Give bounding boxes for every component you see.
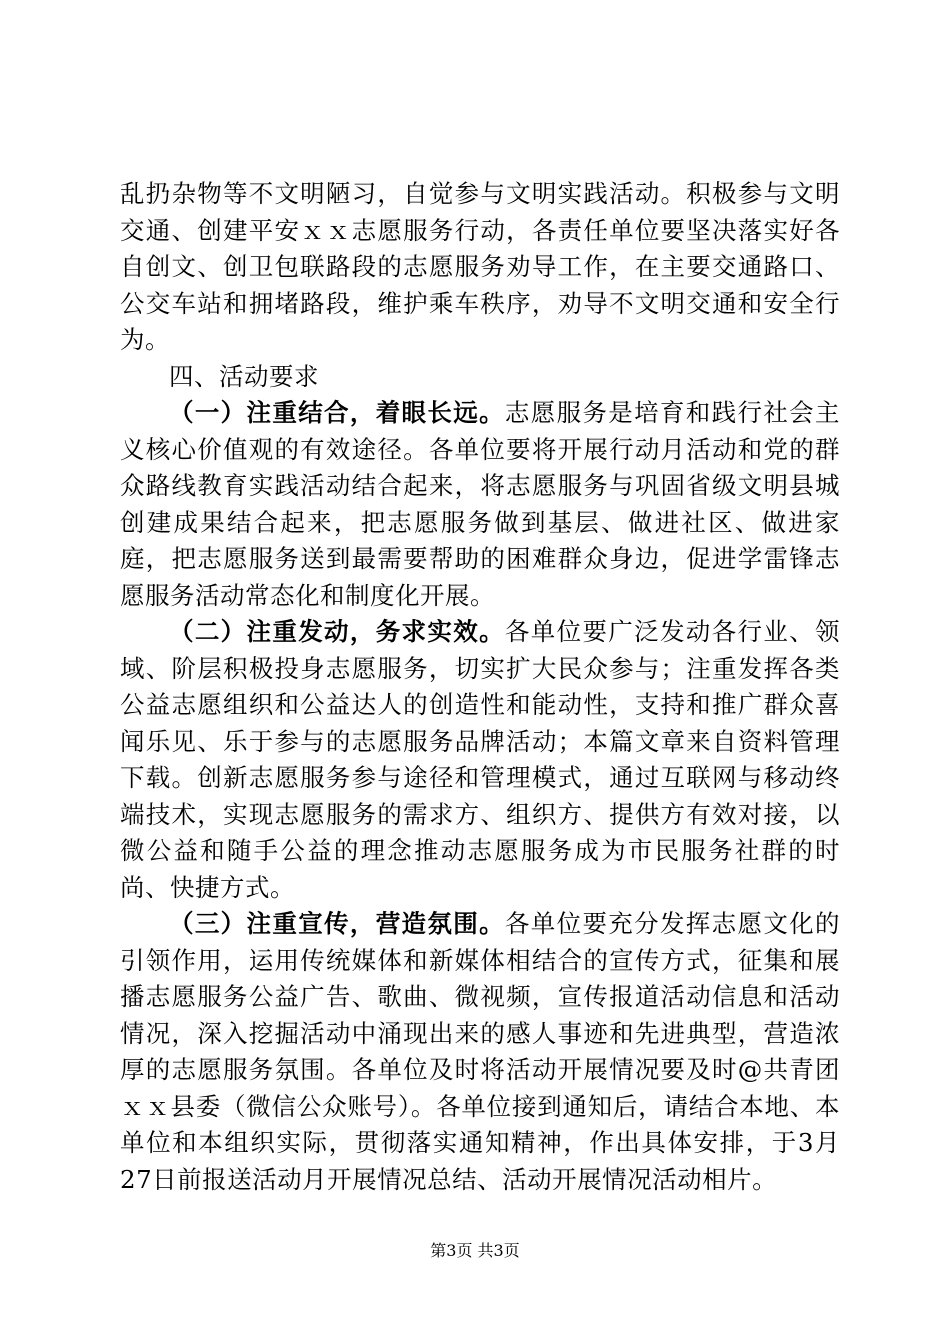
paragraph-text: 乱扔杂物等不文明陋习，自觉参与文明实践活动。积极参与文明交通、创建平安ｘｘ志愿服务行动，各责任单位要坚决落实好各自创文、创卫包联路段的志愿服务劝导工作，在主要交通路口、公交车站和拥堵路段，维护乘车秩序，劝导不文明交通和安全行为。 <box>120 179 840 354</box>
paragraph-item-2 <box>120 614 840 906</box>
document-body <box>120 176 840 1198</box>
item-heading: （三）注重宣传，营造氛围。 <box>169 909 505 938</box>
section-heading <box>120 359 840 396</box>
paragraph-text: 志愿服务是培育和践行社会主义核心价值观的有效途径。各单位要将开展行动月活动和党的群众路线教育实践活动结合起来，将志愿服务与巩固省级文明县城创建成果结合起来，把志愿服务做到基层、做进社区、做进家庭，把志愿服务送到最需要帮助的困难群众身边，促进学雷锋志愿服务活动常态化和制度化开展。 <box>120 398 841 610</box>
item-heading: （一）注重结合，着眼长远。 <box>169 398 505 427</box>
page-footer: 第3页 共3页 <box>430 1241 520 1260</box>
paragraph-text: 各单位要广泛发动各行业、领域、阶层积极投身志愿服务，切实扩大民众参与；注重发挥各类公益志愿组织和公益达人的创造性和能动性，支持和推广群众喜闻乐见、乐于参与的志愿服务品牌活动；本篇文章来自资料管理下载。创新志愿服务参与途径和管理模式，通过互联网与移动终端技术，实现志愿服务的需求方、组织方、提供方有效对接，以微公益和随手公益的理念推动志愿服务成为市民服务社群的时尚、快捷方式。 <box>120 617 841 902</box>
paragraph-item-3 <box>120 906 840 1198</box>
item-heading: （二）注重发动，务求实效。 <box>169 617 505 646</box>
paragraph-continuation <box>120 176 840 359</box>
section-heading-text: 四、活动要求 <box>169 361 319 391</box>
paragraph-item-1 <box>120 395 840 614</box>
paragraph-text: 各单位要充分发挥志愿文化的引领作用，运用传统媒体和新媒体相结合的宣传方式，征集和展播志愿服务公益广告、歌曲、微视频，宣传报道活动信息和活动情况，深入挖掘活动中涌现出来的感人事迹和先进典型，营造浓厚的志愿服务氛围。各单位及时将活动开展情况要及时@共青团ｘｘ县委（微信公众账号）。各单位接到通知后，请结合本地、本单位和本组织实际，贯彻落实通知精神，作出具体安排，于3月27日前报送活动月开展情况总结、活动开展情况活动相片。 <box>120 909 841 1194</box>
